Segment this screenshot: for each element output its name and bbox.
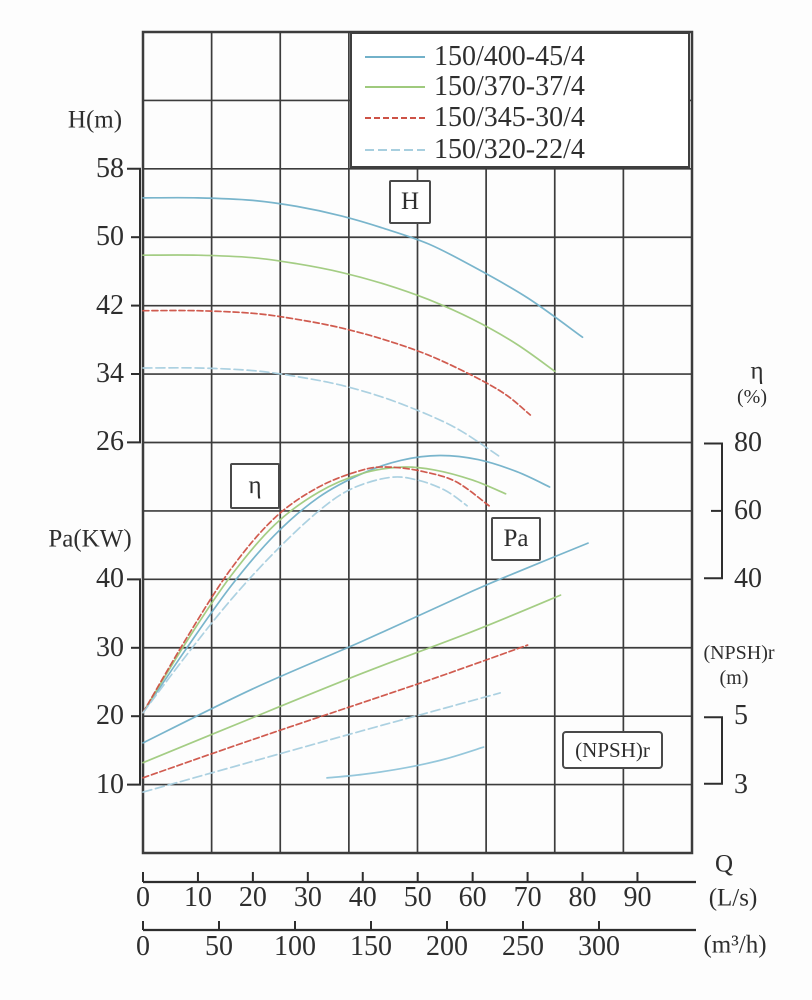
q-m3h-tick-label: 100 [274, 931, 316, 962]
q-m3h-tick-label: 300 [578, 931, 620, 962]
q-axis-unit-m3h: (m³/h) [703, 931, 767, 959]
q-ls-tick-label: 50 [403, 882, 432, 913]
eta-curve [143, 467, 489, 713]
pa-axis-title: Pa(KW) [48, 525, 132, 553]
h-axis-tick-label: 34 [96, 358, 124, 389]
legend-item-label: 150/345-30/4 [434, 102, 585, 133]
h-axis-title: H(m) [67, 106, 123, 134]
legend-line-sample [365, 146, 425, 154]
pa-axis-tick-label: 10 [96, 768, 124, 800]
eta-axis-tick-label: 80 [734, 426, 762, 458]
eta-axis-unit: (%) [737, 386, 767, 408]
h-axis-tick-label: 26 [96, 426, 124, 458]
eta-axis-title: η [750, 357, 764, 385]
eta-curve [143, 477, 467, 713]
q-m3h-tick-label: 200 [426, 931, 468, 962]
npsh-axis-title: (NPSH)r [703, 642, 775, 664]
legend-item-label: 150/320-22/4 [434, 134, 585, 165]
q-ls-tick-label: 70 [513, 882, 542, 913]
q-ls-tick-label: 60 [458, 882, 487, 913]
Pa-curve [143, 693, 500, 792]
q-ls-tick-label: 40 [348, 882, 377, 913]
H-curve [143, 368, 500, 457]
pa-axis-tick-label: 20 [96, 700, 124, 732]
h-axis-tick-label: 58 [96, 152, 124, 184]
q-axis-title: Q [714, 850, 734, 878]
pa-axis-tick-label: 30 [96, 631, 124, 663]
npsh-axis-tick-label: 3 [734, 768, 748, 800]
eta-axis-tick-label: 60 [734, 494, 762, 526]
curve-label-pa: Pa [491, 517, 541, 561]
npsh-axis-unit: (m) [719, 667, 749, 689]
eta-curve [143, 467, 506, 713]
q-ls-tick-label: 10 [183, 882, 212, 913]
legend-line-sample [365, 114, 425, 122]
npsh-axis-tick-label: 5 [734, 700, 748, 732]
curve-label-eta: η [230, 463, 280, 509]
H-curve [143, 198, 583, 338]
q-ls-tick-label: 90 [623, 882, 652, 913]
curve-label-h: H [389, 180, 431, 224]
h-axis-tick-label: 42 [96, 289, 124, 321]
Pa-curve [143, 543, 588, 743]
legend-item-label: 150/370-37/4 [434, 71, 585, 102]
q-ls-tick-label: 80 [568, 882, 597, 913]
axis-brackets-layer [127, 169, 722, 785]
curve-label-npsh: (NPSH)r [562, 731, 663, 769]
q-ls-tick-label: 0 [136, 882, 150, 913]
legend-item-label: 150/400-45/4 [434, 41, 585, 72]
q-axis-unit-ls: (L/s) [708, 884, 758, 912]
Pa-curve [143, 645, 528, 778]
q-m3h-tick-label: 50 [205, 931, 233, 962]
q-m3h-tick-label: 0 [136, 931, 150, 962]
q-ls-tick-label: 30 [293, 882, 322, 913]
eta-axis-tick-label: 40 [734, 563, 762, 595]
H-curve [143, 311, 530, 415]
pa-axis-tick-label: 40 [96, 563, 124, 595]
q-ls-tick-label: 20 [238, 882, 267, 913]
npsh-curve [327, 747, 484, 778]
legend [350, 32, 690, 168]
h-axis-tick-label: 50 [96, 221, 124, 253]
legend-line-sample [365, 53, 425, 61]
q-m3h-tick-label: 150 [350, 931, 392, 962]
legend-line-sample [365, 83, 425, 91]
curves-layer [143, 198, 588, 792]
q-m3h-tick-label: 250 [502, 931, 544, 962]
